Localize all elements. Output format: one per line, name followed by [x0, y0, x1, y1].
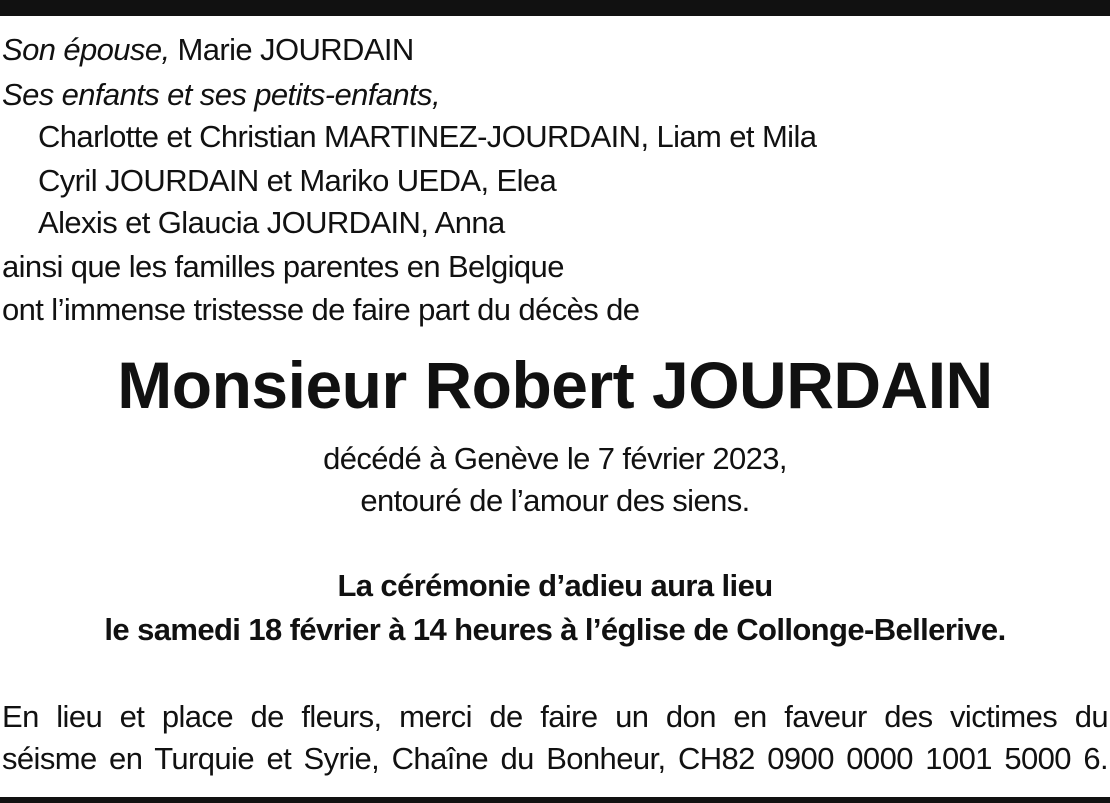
ceremony-line: La cérémonie d’adieu aura lieu: [337, 568, 773, 603]
relatives-line: ainsi que les familles parentes en Belgique: [2, 249, 564, 284]
children-heading: Ses enfants et ses petits-enfants,: [2, 77, 440, 112]
death-date-line: décédé à Genève le 7 février 2023,: [323, 441, 787, 476]
spouse-name: Marie JOURDAIN: [177, 32, 414, 67]
spouse-role: Son épouse,: [2, 32, 170, 67]
child-family-line: Cyril JOURDAIN et Mariko UEDA, Elea: [38, 163, 557, 198]
deceased-name: Monsieur Robert JOURDAIN: [117, 348, 993, 422]
donation-line: En lieu et place de fleurs, merci de faire un don en faveur des victimes du: [2, 699, 1108, 734]
spouse-line: [2, 31, 414, 69]
child-family-line: Charlotte et Christian MARTINEZ-JOURDAIN, Liam et Mila: [38, 119, 817, 154]
ceremony-details-line: le samedi 18 février à 14 heures à l’église de Collonge-Bellerive.: [104, 612, 1006, 647]
donation-details-line: séisme en Turquie et Syrie, Chaîne du Bonheur, CH82 0900 0000 1001 5000 6.: [2, 741, 1108, 776]
surrounded-line: entouré de l’amour des siens.: [360, 483, 750, 518]
bottom-border: [0, 797, 1110, 803]
announcement-line: ont l’immense tristesse de faire part du décès de: [2, 292, 640, 327]
child-family-line: Alexis et Glaucia JOURDAIN, Anna: [38, 205, 505, 240]
